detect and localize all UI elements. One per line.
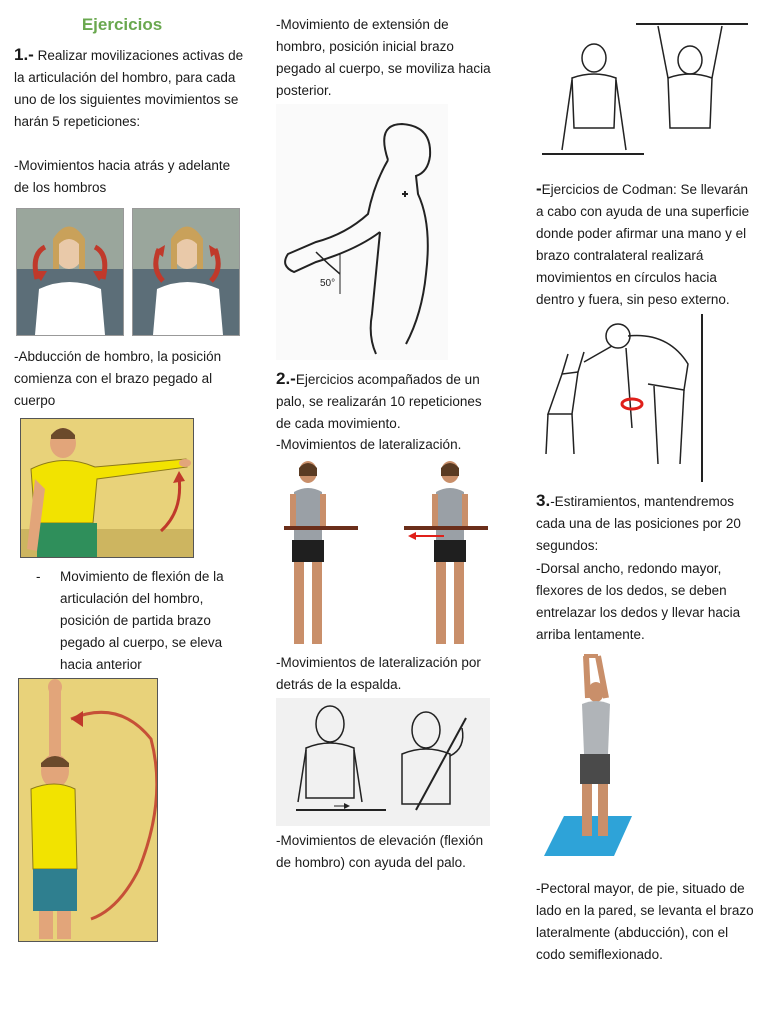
page-title: Ejercicios [81, 15, 163, 34]
extension-illustration [276, 104, 448, 360]
extension-text: -Movimiento de extensión de hombro, posición inicial brazo pegado al cuerpo, se moviliza hacia posterior. [276, 17, 491, 98]
flexion-text: Movimiento de flexión de la articulación del hombro, posición de partida brazo pegado al cuerpo, se eleva hacia anterior [60, 569, 224, 672]
stick-elevation-illustration [540, 16, 752, 162]
abduction-text: -Abducción de hombro, la posición comienza con el brazo pegado al cuerpo [14, 349, 222, 408]
codman-illustration [538, 314, 704, 482]
section-3-number: 3. [536, 491, 551, 510]
flexion-bullet: - [36, 569, 41, 584]
section-3-text [536, 490, 756, 557]
shoulder-rolls-text: -Movimientos hacia atrás y adelante de los hombros [14, 158, 231, 195]
lateralization-text: -Movimientos de lateralización. [276, 437, 462, 452]
flexion-illustration [18, 678, 158, 942]
codman-text [536, 178, 756, 311]
elevation-text: -Movimientos de elevación (flexión de hombro) con ayuda del palo. [276, 833, 484, 870]
lateralization-back-text: -Movimientos de lateralización por detrás de la espalda. [276, 655, 481, 692]
abduction-illustration [20, 418, 194, 558]
section-3-body: -Estiramientos, mantendremos cada una de las posiciones por 20 segundos: [536, 494, 741, 553]
section-1-body: Realizar movilizaciones activas de la articulación del hombro, para cada uno de los siguientes movimientos se harán 5 repeticiones: [14, 48, 244, 129]
extension-angle-label: 50° [320, 278, 336, 289]
section-1-text [14, 44, 244, 133]
codman-body: Ejercicios de Codman: Se llevarán a cabo con ayuda de una superficie donde poder afirmar una mano y el brazo contralateral realizará movimientos en círculos hacia dentro y fuera, sin peso externo. [536, 182, 750, 307]
section-2-body: Ejercicios acompañados de un palo, se realizarán 10 repeticiones de cada movimiento. [276, 372, 482, 431]
codman-dash: - [536, 179, 542, 198]
shoulder-rolls-photo-2 [132, 208, 240, 336]
section-2-text [276, 368, 496, 435]
lateralization-back-illustration [276, 698, 490, 826]
section-2-number: 2.- [276, 369, 296, 388]
shoulder-rolls-photo-1 [16, 208, 124, 336]
lateralization-illustration [276, 458, 492, 650]
pectoral-stretch-text: -Pectoral mayor, de pie, situado de lado en la pared, se levanta el brazo lateralmente (abducción), con el codo semiflexionado. [536, 881, 754, 962]
section-1-number: 1.- [14, 45, 34, 64]
dorsal-stretch-text: -Dorsal ancho, redondo mayor, flexores de los dedos, se deben entrelazar los dedos y llevar hacia arriba lentamente. [536, 561, 741, 642]
dorsal-stretch-illustration [544, 650, 636, 866]
